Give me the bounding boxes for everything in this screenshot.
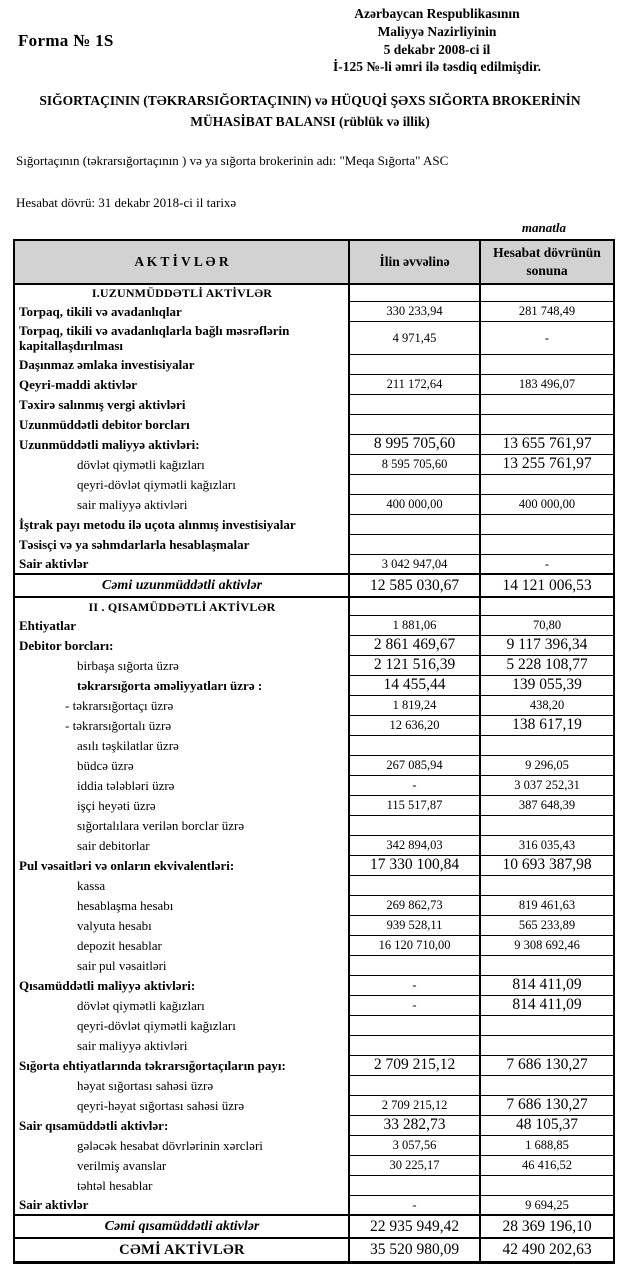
table-row bbox=[14, 554, 614, 574]
row-value-period-end bbox=[480, 815, 614, 835]
row-label: qeyri-dövlət qiymətli kağızları bbox=[14, 474, 349, 494]
table-row bbox=[14, 574, 614, 597]
row-label: Pul vəsaitləri və onların ekvivalentləri: bbox=[14, 855, 349, 875]
row-label: Ehtiyatlar bbox=[14, 615, 349, 635]
row-value-year-start: 2 861 469,67 bbox=[349, 635, 480, 655]
table-row bbox=[14, 1015, 614, 1035]
table-row bbox=[14, 875, 614, 895]
table-row bbox=[14, 655, 614, 675]
row-label: kassa bbox=[14, 875, 349, 895]
row-value-year-start: 16 120 710,00 bbox=[349, 935, 480, 955]
row-value-year-start bbox=[349, 815, 480, 835]
table-row bbox=[14, 1215, 614, 1238]
row-label: dövlət qiymətli kağızları bbox=[14, 454, 349, 474]
row-value-year-start: 14 455,44 bbox=[349, 675, 480, 695]
row-value-period-end bbox=[480, 474, 614, 494]
row-label: Qısamüddətli maliyyə aktivləri: bbox=[14, 975, 349, 995]
table-row bbox=[14, 322, 614, 355]
balance-table-body bbox=[14, 284, 614, 1263]
row-value-period-end: 42 490 202,63 bbox=[480, 1238, 614, 1262]
row-value-year-start bbox=[349, 875, 480, 895]
table-row bbox=[14, 354, 614, 374]
row-value-period-end: 400 000,00 bbox=[480, 494, 614, 514]
row-label: qeyri-həyat sığortası sahəsi üzrə bbox=[14, 1095, 349, 1115]
row-value-year-start: 2 709 215,12 bbox=[349, 1055, 480, 1075]
row-value-period-end bbox=[480, 414, 614, 434]
row-value-period-end: 138 617,19 bbox=[480, 715, 614, 735]
row-label: dövlət qiymətli kağızları bbox=[14, 995, 349, 1015]
table-row bbox=[14, 935, 614, 955]
row-value-period-end bbox=[480, 875, 614, 895]
table-row bbox=[14, 675, 614, 695]
row-value-period-end: 14 121 006,53 bbox=[480, 574, 614, 597]
row-value-year-start: 8 595 705,60 bbox=[349, 454, 480, 474]
row-value-period-end: - bbox=[480, 554, 614, 574]
reporting-period-line: Hesabat dövrü: 31 dekabr 2018-ci il tarixə bbox=[16, 194, 237, 210]
row-value-period-end bbox=[480, 514, 614, 534]
table-row bbox=[14, 755, 614, 775]
row-label: CƏMİ AKTİVLƏR bbox=[14, 1238, 349, 1262]
table-row bbox=[14, 534, 614, 554]
table-row bbox=[14, 597, 614, 615]
table-row bbox=[14, 715, 614, 735]
row-value-period-end: 13 255 761,97 bbox=[480, 454, 614, 474]
table-header-row bbox=[14, 240, 614, 284]
row-value-year-start: 269 862,73 bbox=[349, 895, 480, 915]
row-value-year-start bbox=[349, 955, 480, 975]
row-value-year-start: 3 057,56 bbox=[349, 1135, 480, 1155]
table-row bbox=[14, 895, 614, 915]
table-row bbox=[14, 1238, 614, 1262]
table-row bbox=[14, 615, 614, 635]
row-value-year-start bbox=[349, 735, 480, 755]
table-row bbox=[14, 1095, 614, 1115]
row-label: birbaşa sığorta üzrə bbox=[14, 655, 349, 675]
row-label: verilmiş avanslar bbox=[14, 1155, 349, 1175]
row-label: Daşınmaz əmlaka investisiyalar bbox=[14, 354, 349, 374]
row-label: Cəmi uzunmüddətli aktivlər bbox=[14, 574, 349, 597]
table-row bbox=[14, 434, 614, 454]
row-label: Debitor borcları: bbox=[14, 635, 349, 655]
row-label: gələcək hesabat dövrlərinin xərcləri bbox=[14, 1135, 349, 1155]
row-value-year-start: 12 585 030,67 bbox=[349, 574, 480, 597]
row-value-period-end bbox=[480, 394, 614, 414]
row-label: Təxirə salınmış vergi aktivləri bbox=[14, 394, 349, 414]
row-value-year-start: 2 121 516,39 bbox=[349, 655, 480, 675]
approval-line: İ-125 №-li əmri ilə təsdiq edilmişdir. bbox=[332, 59, 542, 75]
row-value-period-end: 5 228 108,77 bbox=[480, 655, 614, 675]
row-value-year-start: 30 225,17 bbox=[349, 1155, 480, 1175]
row-value-year-start bbox=[349, 474, 480, 494]
row-label: sair pul vəsaitləri bbox=[14, 955, 349, 975]
document-title-line1: SIĞORTAÇININ (TƏKRARSIĞORTAÇININ) və HÜQUQİ ŞƏXS SIĞORTA BROKERİNİN bbox=[39, 93, 581, 109]
row-value-year-start: 267 085,94 bbox=[349, 755, 480, 775]
row-value-year-start: 1 819,24 bbox=[349, 695, 480, 715]
approval-line: 5 dekabr 2008-ci il bbox=[383, 41, 491, 57]
row-value-period-end: 7 686 130,27 bbox=[480, 1055, 614, 1075]
row-value-year-start: - bbox=[349, 975, 480, 995]
table-row bbox=[14, 494, 614, 514]
row-value-period-end: 7 686 130,27 bbox=[480, 1095, 614, 1115]
row-value-period-end: 316 035,43 bbox=[480, 835, 614, 855]
row-value-period-end bbox=[480, 1035, 614, 1055]
row-value-year-start bbox=[349, 514, 480, 534]
table-row bbox=[14, 1115, 614, 1135]
row-value-year-start: 12 636,20 bbox=[349, 715, 480, 735]
row-value-year-start: 17 330 100,84 bbox=[349, 855, 480, 875]
row-value-period-end: 1 688,85 bbox=[480, 1135, 614, 1155]
row-label: Torpaq, tikili və avadanlıqlar bbox=[14, 302, 349, 322]
row-value-period-end bbox=[480, 1075, 614, 1095]
row-label: Sığorta ehtiyatlarında təkrarsığortaçıların payı: bbox=[14, 1055, 349, 1075]
row-label: sair debitorlar bbox=[14, 835, 349, 855]
row-label: - təkrarsığortaçı üzrə bbox=[14, 695, 349, 715]
row-value-year-start: 400 000,00 bbox=[349, 494, 480, 514]
row-label: depozit hesablar bbox=[14, 935, 349, 955]
approval-line: Maliyyə Nazirliyinin bbox=[377, 23, 497, 39]
row-label: Təsisçi və ya səhmdarlarla hesablaşmalar bbox=[14, 534, 349, 554]
row-value-period-end: 10 693 387,98 bbox=[480, 855, 614, 875]
row-label: Qeyri-maddi aktivlər bbox=[14, 374, 349, 394]
row-label: İştrak payı metodu ilə uçota alınmış investisiyalar bbox=[14, 514, 349, 534]
row-value-period-end bbox=[480, 534, 614, 554]
row-value-period-end: 438,20 bbox=[480, 695, 614, 715]
row-label: Uzunmüddətli debitor borcları bbox=[14, 414, 349, 434]
row-label: hesablaşma hesabı bbox=[14, 895, 349, 915]
row-value-period-end: 28 369 196,10 bbox=[480, 1215, 614, 1238]
table-row bbox=[14, 284, 614, 302]
row-value-period-end: - bbox=[480, 322, 614, 355]
table-row bbox=[14, 1135, 614, 1155]
row-label: II . QISAMÜDDƏTLİ AKTİVLƏR bbox=[14, 597, 349, 615]
row-value-year-start bbox=[349, 1075, 480, 1095]
row-label: həyat sığortası sahəsi üzrə bbox=[14, 1075, 349, 1095]
row-value-period-end bbox=[480, 1015, 614, 1035]
table-row bbox=[14, 514, 614, 534]
table-row bbox=[14, 414, 614, 434]
table-row bbox=[14, 1175, 614, 1195]
row-value-year-start bbox=[349, 414, 480, 434]
company-name-line: Sığortaçının (təkrarsığortaçının ) və ya sığorta brokerinin adı: "Meqa Sığorta" ASC bbox=[16, 152, 449, 168]
row-label: büdcə üzrə bbox=[14, 755, 349, 775]
row-value-year-start: 330 233,94 bbox=[349, 302, 480, 322]
row-value-period-end bbox=[480, 955, 614, 975]
row-value-year-start bbox=[349, 284, 480, 302]
row-value-year-start bbox=[349, 354, 480, 374]
table-row bbox=[14, 1195, 614, 1215]
row-value-period-end: 183 496,07 bbox=[480, 374, 614, 394]
row-value-year-start bbox=[349, 597, 480, 615]
row-label: sair maliyyə aktivləri bbox=[14, 494, 349, 514]
table-row bbox=[14, 394, 614, 414]
row-value-period-end: 3 037 252,31 bbox=[480, 775, 614, 795]
approval-block bbox=[256, 5, 618, 76]
row-label: Cəmi qısamüddətli aktivlər bbox=[14, 1215, 349, 1238]
row-value-year-start: 4 971,45 bbox=[349, 322, 480, 355]
row-value-year-start: 8 995 705,60 bbox=[349, 434, 480, 454]
table-row bbox=[14, 635, 614, 655]
row-label: iddia tələbləri üzrə bbox=[14, 775, 349, 795]
table-row bbox=[14, 1075, 614, 1095]
row-value-year-start: 2 709 215,12 bbox=[349, 1095, 480, 1115]
row-value-period-end: 13 655 761,97 bbox=[480, 434, 614, 454]
column-header-period-end: Hesabat dövrünün sonuna bbox=[480, 240, 614, 284]
table-row bbox=[14, 735, 614, 755]
row-value-period-end: 281 748,49 bbox=[480, 302, 614, 322]
row-value-period-end: 814 411,09 bbox=[480, 975, 614, 995]
table-row bbox=[14, 835, 614, 855]
row-label: asılı təşkilatlar üzrə bbox=[14, 735, 349, 755]
row-value-period-end: 139 055,39 bbox=[480, 675, 614, 695]
row-label: - təkrarsığortalı üzrə bbox=[14, 715, 349, 735]
approval-line: Azərbaycan Respublikasının bbox=[354, 6, 520, 21]
row-value-year-start bbox=[349, 1035, 480, 1055]
balance-sheet-table bbox=[13, 239, 615, 1264]
row-label: sair maliyyə aktivləri bbox=[14, 1035, 349, 1055]
row-value-year-start bbox=[349, 1175, 480, 1195]
document-title-line2: MÜHASİBAT BALANSI (rüblük və illik) bbox=[190, 113, 430, 129]
row-value-period-end: 387 648,39 bbox=[480, 795, 614, 815]
row-value-year-start bbox=[349, 394, 480, 414]
table-row bbox=[14, 815, 614, 835]
table-row bbox=[14, 474, 614, 494]
row-label: işçi heyəti üzrə bbox=[14, 795, 349, 815]
row-label: sığortalılara verilən borclar üzrə bbox=[14, 815, 349, 835]
table-row bbox=[14, 995, 614, 1015]
row-label: təhtəl hesablar bbox=[14, 1175, 349, 1195]
row-value-period-end: 9 308 692,46 bbox=[480, 935, 614, 955]
table-row bbox=[14, 1055, 614, 1075]
row-value-year-start: 211 172,64 bbox=[349, 374, 480, 394]
row-value-period-end bbox=[480, 597, 614, 615]
row-label: valyuta hesabı bbox=[14, 915, 349, 935]
row-value-year-start: 33 282,73 bbox=[349, 1115, 480, 1135]
row-value-period-end: 9 296,05 bbox=[480, 755, 614, 775]
row-value-year-start: - bbox=[349, 995, 480, 1015]
row-value-year-start: 342 894,03 bbox=[349, 835, 480, 855]
row-value-year-start bbox=[349, 534, 480, 554]
table-row bbox=[14, 955, 614, 975]
table-header bbox=[14, 240, 614, 284]
row-label: Sair aktivlər bbox=[14, 1195, 349, 1215]
row-label: qeyri-dövlət qiymətli kağızları bbox=[14, 1015, 349, 1035]
table-row bbox=[14, 695, 614, 715]
row-value-year-start: 3 042 947,04 bbox=[349, 554, 480, 574]
row-value-period-end: 9 117 396,34 bbox=[480, 635, 614, 655]
currency-unit-label: manatla bbox=[521, 219, 566, 235]
document-title bbox=[0, 91, 620, 132]
row-value-period-end bbox=[480, 354, 614, 374]
table-row bbox=[14, 1155, 614, 1175]
row-value-year-start: - bbox=[349, 1195, 480, 1215]
row-value-period-end: 819 461,63 bbox=[480, 895, 614, 915]
document-header bbox=[0, 0, 620, 76]
row-value-period-end: 565 233,89 bbox=[480, 915, 614, 935]
row-label: Sair qısamüddətli aktivlər: bbox=[14, 1115, 349, 1135]
row-value-year-start: 115 517,87 bbox=[349, 795, 480, 815]
table-row bbox=[14, 775, 614, 795]
form-number: Forma № 1S bbox=[18, 31, 114, 50]
row-value-period-end bbox=[480, 735, 614, 755]
column-header-assets: A K T İ V L Ə R bbox=[14, 240, 349, 284]
row-label: Uzunmüddətli maliyyə aktivləri: bbox=[14, 434, 349, 454]
row-value-period-end: 46 416,52 bbox=[480, 1155, 614, 1175]
row-value-year-start: 939 528,11 bbox=[349, 915, 480, 935]
row-value-period-end bbox=[480, 284, 614, 302]
row-value-period-end: 814 411,09 bbox=[480, 995, 614, 1015]
row-value-year-start: - bbox=[349, 775, 480, 795]
row-value-period-end: 9 694,25 bbox=[480, 1195, 614, 1215]
table-row bbox=[14, 1035, 614, 1055]
row-value-period-end: 70,80 bbox=[480, 615, 614, 635]
row-value-year-start: 35 520 980,09 bbox=[349, 1238, 480, 1262]
row-value-year-start: 1 881,06 bbox=[349, 615, 480, 635]
row-label: I.UZUNMÜDDƏTLİ AKTİVLƏR bbox=[14, 284, 349, 302]
row-value-year-start: 22 935 949,42 bbox=[349, 1215, 480, 1238]
table-row bbox=[14, 302, 614, 322]
row-label: Sair aktivlər bbox=[14, 554, 349, 574]
table-row bbox=[14, 374, 614, 394]
row-value-year-start bbox=[349, 1015, 480, 1035]
column-header-year-start: İlin əvvəlinə bbox=[349, 240, 480, 284]
row-value-period-end bbox=[480, 1175, 614, 1195]
row-label: Torpaq, tikili və avadanlıqlarla bağlı məsrəflərin kapitallaşdırılması bbox=[14, 322, 349, 355]
table-row bbox=[14, 915, 614, 935]
table-row bbox=[14, 454, 614, 474]
table-row bbox=[14, 795, 614, 815]
row-label: təkrarsığorta əməliyyatları üzrə : bbox=[14, 675, 349, 695]
table-row bbox=[14, 855, 614, 875]
row-value-period-end: 48 105,37 bbox=[480, 1115, 614, 1135]
table-row bbox=[14, 975, 614, 995]
